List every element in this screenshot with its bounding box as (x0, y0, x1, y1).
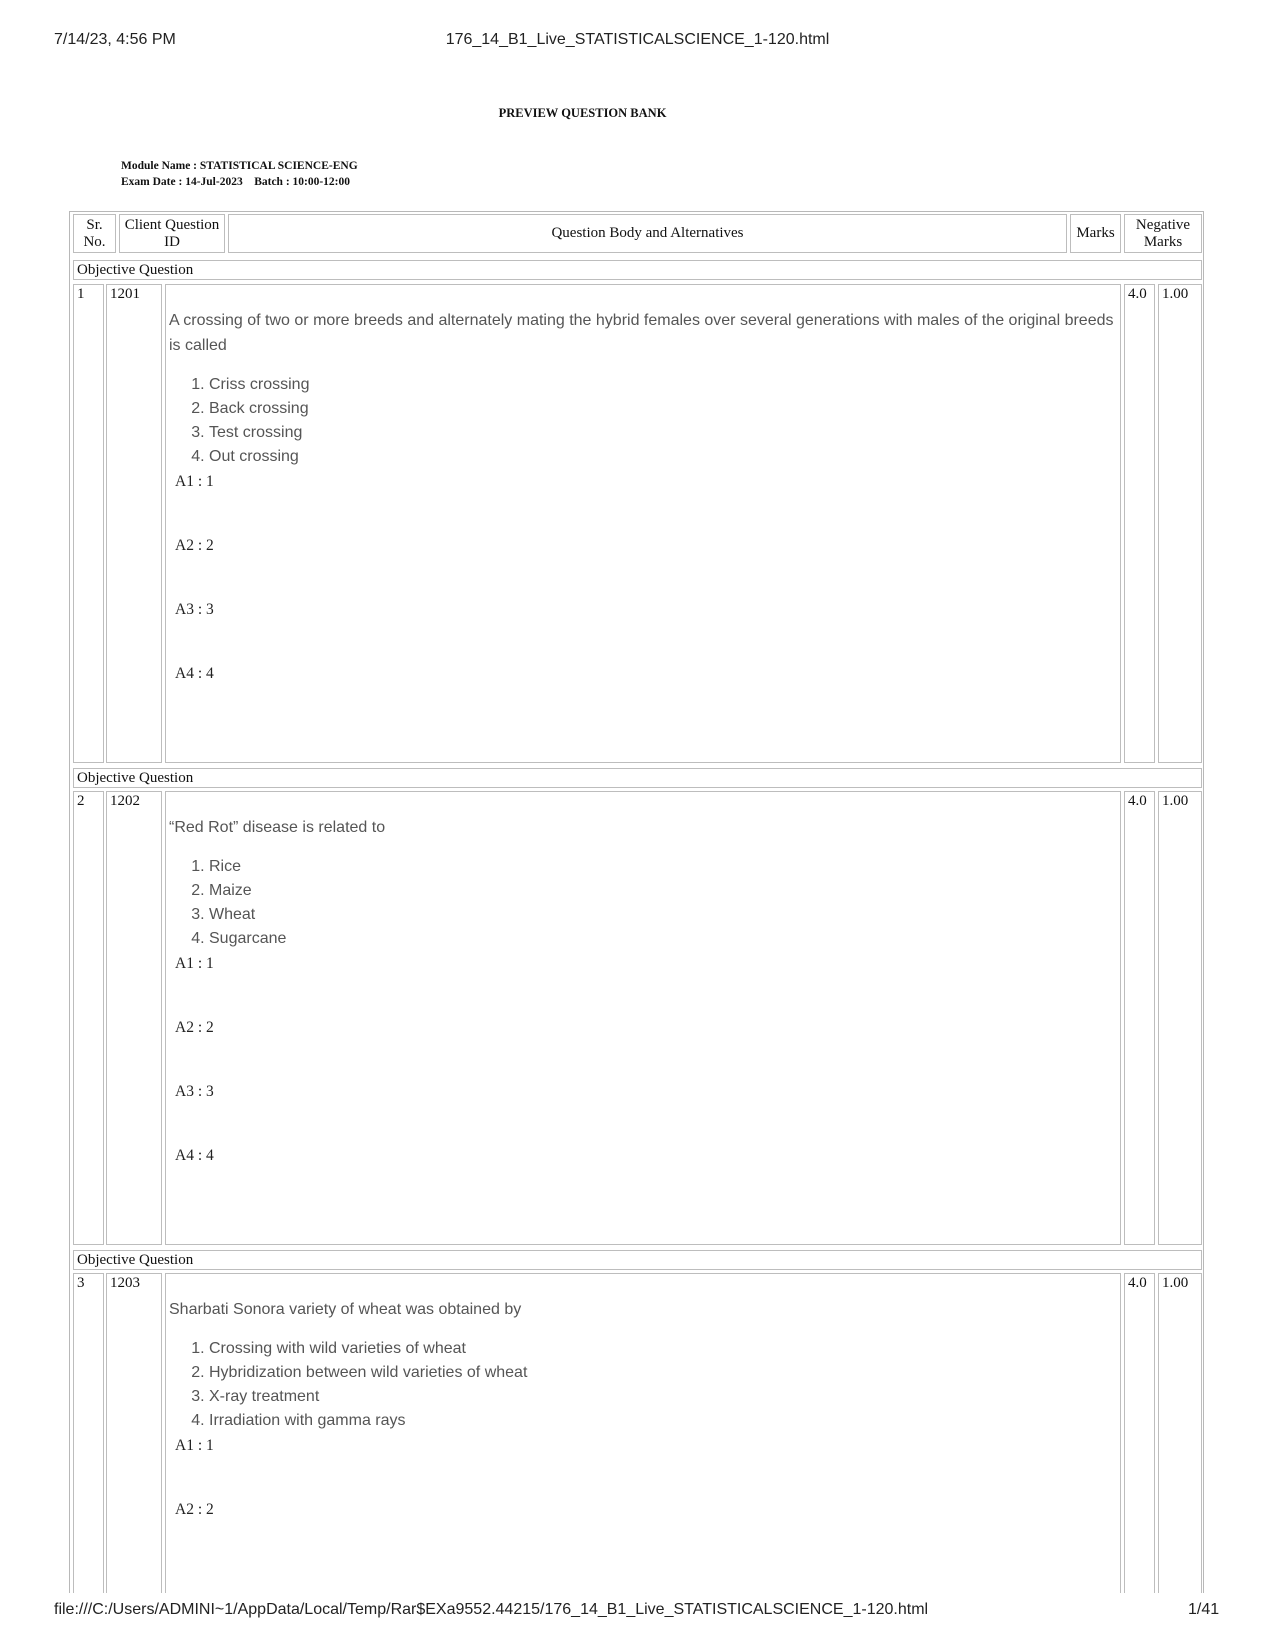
answer-key: A3 : 3 (175, 1083, 214, 1100)
question-type-label: Objective Question (73, 1250, 1202, 1270)
options-list (169, 373, 1116, 469)
option-item: 1. Rice (209, 855, 1116, 879)
sr-no: 1 (73, 284, 104, 763)
print-footer-path: file:///C:/Users/ADMINI~1/AppData/Local/Temp/Rar$EXa9552.44215/176_14_B1_Live_STATISTICALSCIENCE_1-120.html (54, 1601, 929, 1618)
answer-key: A4 : 4 (175, 1147, 214, 1164)
answer-key: A1 : 1 (175, 1437, 214, 1454)
page-title: PREVIEW QUESTION BANK (498, 106, 667, 120)
negative-marks: 1.00 (1158, 791, 1202, 1245)
negative-marks: 1.00 (1158, 284, 1202, 763)
client-question-id: 1203 (106, 1273, 162, 1613)
question-type-label: Objective Question (73, 260, 1202, 280)
options-list (169, 1337, 1116, 1433)
marks: 4.0 (1124, 284, 1155, 763)
negative-marks: 1.00 (1158, 1273, 1202, 1613)
client-question-id: 1202 (106, 791, 162, 1245)
option-item: 3. X-ray treatment (209, 1385, 1116, 1409)
print-datetime: 7/14/23, 4:56 PM (54, 31, 176, 48)
sr-no: 2 (73, 791, 104, 1245)
option-item: 3. Wheat (209, 903, 1116, 927)
options-list (169, 855, 1116, 951)
option-item: 4. Sugarcane (209, 927, 1116, 951)
question-text: “Red Rot” disease is related to (169, 819, 386, 836)
option-item: 2. Hybridization between wild varieties of wheat (209, 1361, 1116, 1385)
exam-date-batch: Exam Date : 14-Jul-2023 Batch : 10:00-12:00 (121, 176, 351, 188)
header-question-body: Question Body and Alternatives (228, 214, 1067, 253)
answer-key: A1 : 1 (175, 955, 214, 972)
print-page-number: 1/41 (1188, 1601, 1220, 1618)
marks: 4.0 (1124, 1273, 1155, 1613)
option-item: 1. Criss crossing (209, 373, 1116, 397)
answer-key: A1 : 1 (175, 473, 214, 490)
question-type-label: Objective Question (73, 768, 1202, 788)
question-body (165, 284, 1121, 763)
header-client-question-id: Client Question ID (119, 214, 225, 253)
header-sr-no: Sr. No. (73, 214, 116, 253)
answer-key: A4 : 4 (175, 665, 214, 682)
answer-key: A3 : 3 (175, 601, 214, 618)
option-item: 4. Irradiation with gamma rays (209, 1409, 1116, 1433)
sr-no: 3 (73, 1273, 104, 1613)
header-marks: Marks (1070, 214, 1121, 253)
client-question-id: 1201 (106, 284, 162, 763)
answer-key: A2 : 2 (175, 537, 214, 554)
print-doc-title: 176_14_B1_Live_STATISTICALSCIENCE_1-120.html (445, 31, 830, 48)
answer-key: A2 : 2 (175, 1501, 214, 1518)
question-body (165, 1273, 1121, 1613)
question-text: A crossing of two or more breeds and alternately mating the hybrid females over several generations with males of the original breeds is called (169, 312, 1114, 354)
option-item: 3. Test crossing (209, 421, 1116, 445)
question-text: Sharbati Sonora variety of wheat was obtained by (169, 1301, 522, 1318)
option-item: 2. Maize (209, 879, 1116, 903)
option-item: 4. Out crossing (209, 445, 1116, 469)
header-negative-marks: Negative Marks (1124, 214, 1202, 253)
question-body (165, 791, 1121, 1245)
marks: 4.0 (1124, 791, 1155, 1245)
option-item: 2. Back crossing (209, 397, 1116, 421)
answer-key: A2 : 2 (175, 1019, 214, 1036)
module-name: Module Name : STATISTICAL SCIENCE-ENG (121, 160, 358, 172)
option-item: 1. Crossing with wild varieties of wheat (209, 1337, 1116, 1361)
